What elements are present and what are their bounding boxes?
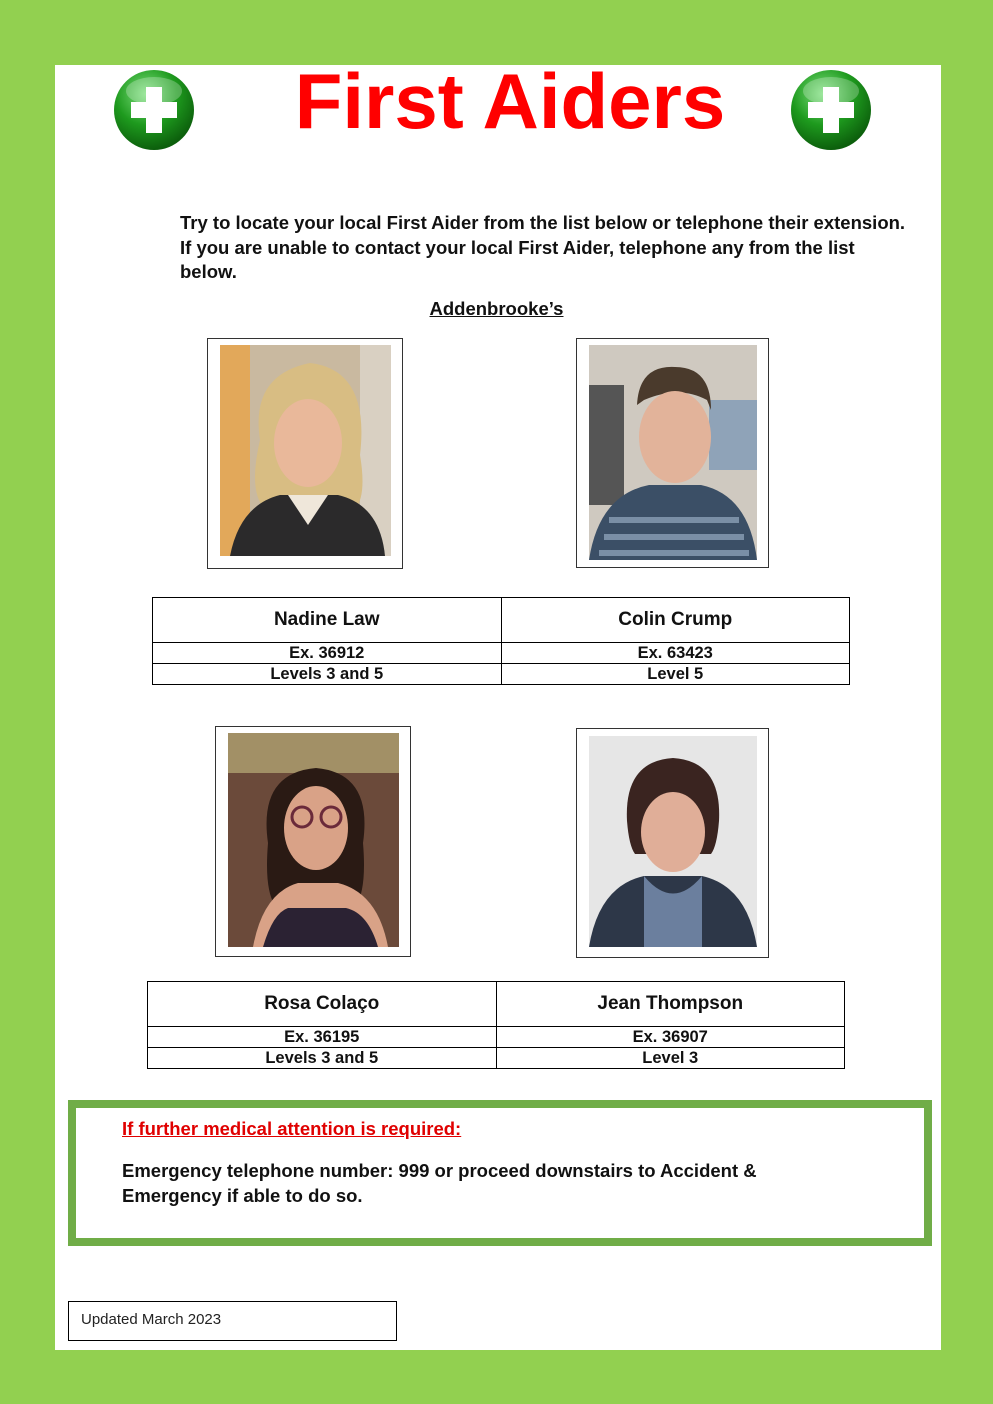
aider-levels: Level 5	[501, 664, 850, 685]
first-aid-cross-icon	[113, 69, 195, 151]
first-aider-table	[152, 597, 850, 685]
first-aider-table	[147, 981, 845, 1069]
aider-name: Rosa Colaço	[148, 982, 497, 1027]
location-heading: Addenbrooke’s	[429, 298, 564, 319]
aider-levels: Levels 3 and 5	[148, 1048, 497, 1069]
aider-name: Jean Thompson	[496, 982, 845, 1027]
aider-extension: Ex. 36195	[148, 1027, 497, 1048]
photo-frame	[207, 338, 403, 569]
photo-frame	[576, 338, 769, 568]
aider-name: Nadine Law	[153, 598, 502, 643]
intro-text: Try to locate your local First Aider from the list below or telephone their extension. If you are unable to contact your local First Aider, telephone any from the list below.	[180, 212, 906, 282]
page-title: First Aiders	[294, 57, 726, 145]
aider-name: Colin Crump	[501, 598, 850, 643]
first-aider-photo	[589, 736, 757, 947]
updated-date: Updated March 2023	[68, 1301, 397, 1341]
photo-frame	[576, 728, 769, 958]
aider-extension: Ex. 36907	[496, 1027, 845, 1048]
first-aider-photo	[589, 345, 757, 560]
aider-levels: Levels 3 and 5	[153, 664, 502, 685]
photo-frame	[215, 726, 411, 957]
attention-heading: If further medical attention is required:	[122, 1118, 462, 1139]
medical-attention-box	[68, 1100, 932, 1246]
aider-extension: Ex. 63423	[501, 643, 850, 664]
attention-text: Emergency telephone number: 999 or proceed downstairs to Accident & Emergency if able to do so.	[122, 1160, 757, 1206]
aider-levels: Level 3	[496, 1048, 845, 1069]
first-aider-photo	[220, 345, 391, 556]
aider-extension: Ex. 36912	[153, 643, 502, 664]
first-aider-photo	[228, 733, 399, 947]
